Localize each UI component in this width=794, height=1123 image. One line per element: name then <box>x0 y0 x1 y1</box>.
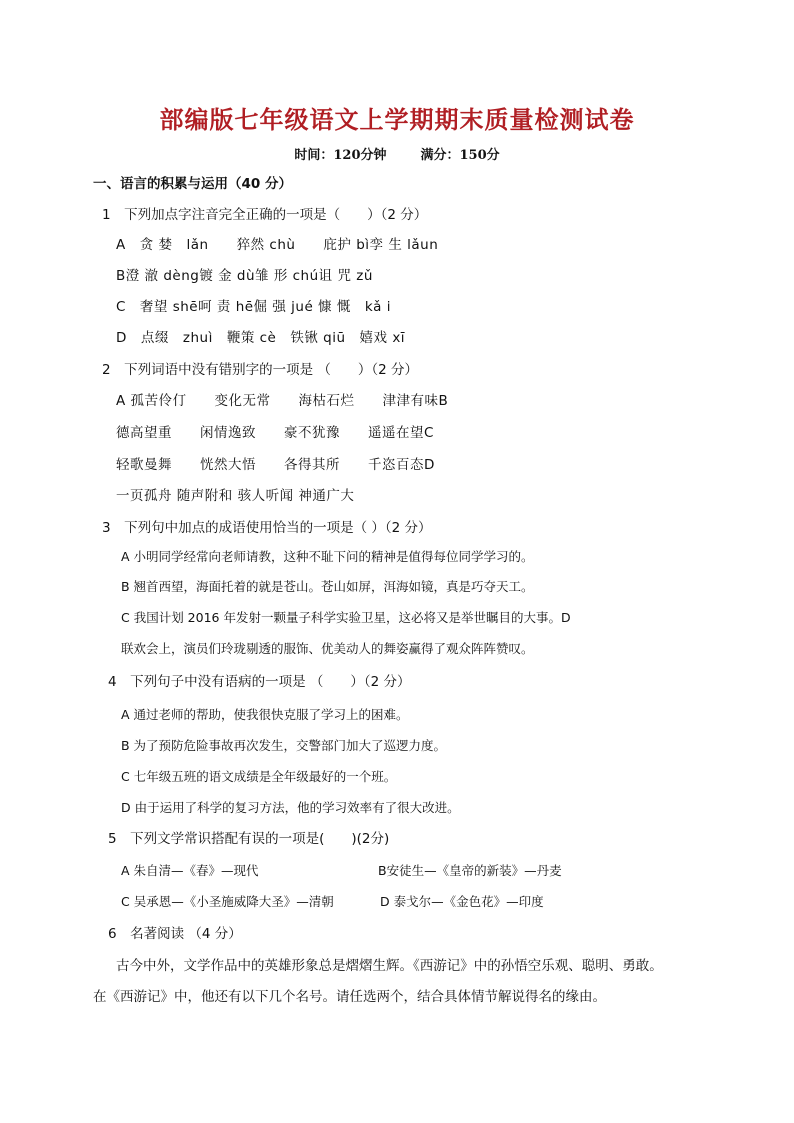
exam-time: 时间：120分钟 <box>294 148 387 163</box>
question-3-option-a: A 小明同学经常向老师请教，这种不耻下问的精神是值得每位同学学习的。 <box>121 549 534 564</box>
question-3-option-c: C 我国计划 2016 年发射一颗量子科学实验卫星，这必将又是举世瞩目的大事。D <box>121 610 571 625</box>
question-2-stem: 2 下列词语中没有错别字的一项是 （ ）（2 分） <box>102 362 419 378</box>
page-title: 部编版七年级语文上学期期末质量检测试卷 <box>159 106 635 134</box>
question-3-option-d: 联欢会上，演员们玲珑剔透的服饰、优美动人的舞姿赢得了观众阵阵赞叹。 <box>121 641 534 656</box>
question-5-option-b: B安徒生—《皇帝的新装》—丹麦 <box>378 863 562 878</box>
question-5-option-c: C 吴承恩—《小圣施威降大圣》—清朝 <box>121 894 334 909</box>
question-2-line-1: A 孤苦伶仃 变化无常 海枯石烂 津津有味B <box>116 393 449 409</box>
exam-score: 满分：150分 <box>420 148 500 163</box>
question-5-stem: 5 下列文学常识搭配有误的一项是( )(2分) <box>108 831 390 847</box>
question-6-stem: 6 名著阅读 （4 分） <box>108 926 242 942</box>
question-1-option-a: A 贪 婪 lǎn 猝然 chù 庇护 bì孪 生 lǎun <box>116 237 439 253</box>
question-1-option-b: B澄 澈 dèng镀 金 dù雏 形 chú诅 咒 zǔ <box>116 268 373 284</box>
question-1-option-d: D 点缀 zhuì 鞭策 cè 铁锹 qiū 嬉戏 xī <box>116 330 406 346</box>
question-4-option-c: C 七年级五班的语文成绩是全年级最好的一个班。 <box>121 769 397 784</box>
question-4-option-d: D 由于运用了科学的复习方法，他的学习效率有了很大改进。 <box>121 800 460 815</box>
question-5-option-a: A 朱自清—《春》—现代 <box>121 863 259 878</box>
question-1-option-c: C 奢望 shē呵 责 hē倔 强 jué 慷 慨 kǎ i <box>116 299 391 315</box>
question-4-option-a: A 通过老师的帮助，使我很快克服了学习上的困难。 <box>121 707 409 722</box>
question-3-stem: 3 下列句中加点的成语使用恰当的一项是（ ）（2 分） <box>102 520 432 536</box>
exam-meta <box>0 144 794 163</box>
question-4-stem: 4 下列句子中没有语病的一项是 （ ）（2 分） <box>108 674 411 690</box>
question-3-option-b: B 翘首西望，海面托着的就是苍山。苍山如屏，洱海如镜，真是巧夺天工。 <box>121 579 534 594</box>
question-6-paragraph-2: 在《西游记》中，他还有以下几个名号。请任选两个，结合具体情节解说得名的缘由。 <box>93 989 606 1005</box>
question-2-line-2: 德高望重 闲情逸致 豪不犹豫 遥遥在望C <box>116 425 434 441</box>
question-2-line-4: 一页孤舟 随声附和 骇人听闻 神通广大 <box>116 488 355 504</box>
question-4-option-b: B 为了预防危险事故再次发生，交警部门加大了巡逻力度。 <box>121 738 447 753</box>
question-2-line-3: 轻歌曼舞 恍然大悟 各得其所 千恣百态D <box>116 457 435 473</box>
section-heading: 一、语言的积累与运用（40 分） <box>93 176 292 192</box>
question-6-paragraph-1: 古今中外，文学作品中的英雄形象总是熠熠生辉。《西游记》中的孙悟空乐观、聪明、勇敢。 <box>116 958 663 974</box>
question-5-option-d: D 泰戈尔—《金色花》—印度 <box>380 894 544 909</box>
question-1-stem: 1 下列加点字注音完全正确的一项是（ ）（2 分） <box>102 207 428 223</box>
